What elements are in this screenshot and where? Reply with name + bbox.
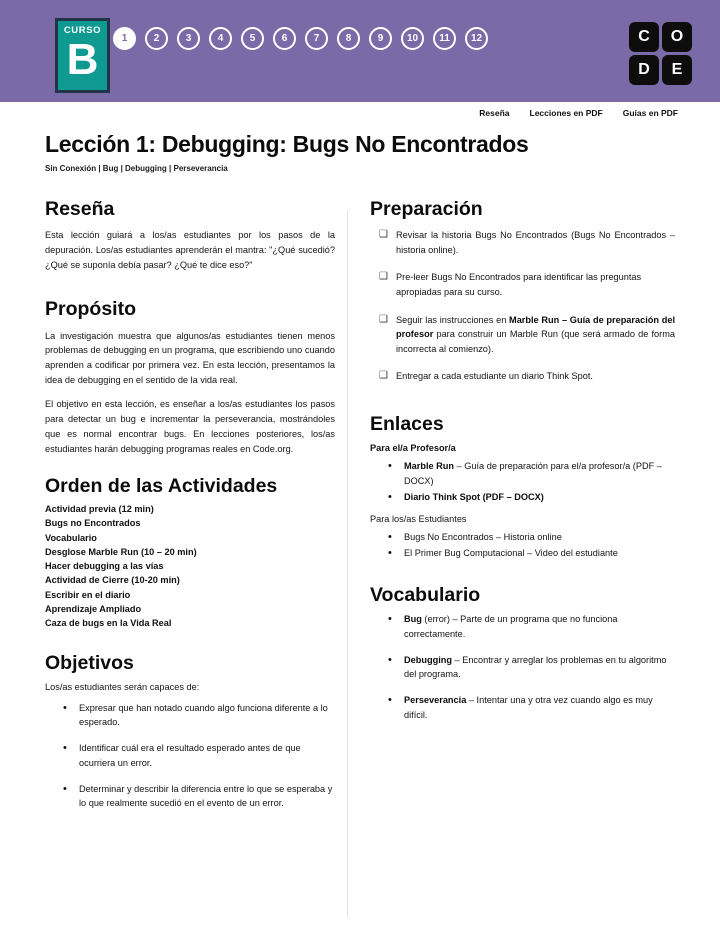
lesson-circle-8[interactable]: 8 [337,27,360,50]
section-proposito [45,298,335,457]
section-resena [45,198,335,273]
spacer [45,466,335,475]
enlace-title: Diario Think Spot (PDF – DOCX) [404,491,544,502]
lesson-circle-9[interactable]: 9 [369,27,392,50]
spacer [370,505,675,514]
logo-tile-c: C [629,22,659,52]
proposito-paragraph-1: La investigación muestra que algunos/as estudiantes tienen menos problemas de debugging en un programa, que escribiendo uno cuando aprenden a codificar por primera vez. En esta lección, presentamos la idea de debugging en el sentido de la vida real. [45,330,335,386]
enlace-title: Marble Run [404,461,455,472]
section-preparacion [370,198,675,384]
column-divider [347,210,348,917]
enlace-teacher-item[interactable] [404,459,675,488]
vocabulario-list [370,612,675,722]
enlaces-student-list[interactable] [370,530,675,560]
prep-text-bold: Marble Run – Guía de preparación del profesor [396,314,675,340]
lesson-circle-4[interactable]: 4 [209,27,232,50]
activity-item: Aprendizaje Ampliado [45,603,142,614]
vocab-definition: – Intentar una y otra vez cuando algo es muy difícil. [404,694,653,720]
objetivos-lead: Los/as estudiantes serán capaces de: [45,681,200,692]
lesson-circle-5[interactable]: 5 [241,27,264,50]
lesson-circle-7[interactable]: 7 [305,27,328,50]
vocab-definition: (error) – Parte de un programa que no funciona correctamente. [404,614,618,639]
lesson-circle-6[interactable]: 6 [273,27,296,50]
proposito-heading: Propósito [45,298,136,321]
activity-item: Desglose Marble Run (10 – 20 min) [45,546,197,557]
spacer [370,397,675,413]
preparacion-list [370,228,675,383]
objetivos-heading: Objetivos [45,652,134,675]
objetivo-item: • Identificar cuál era el resultado esperado antes de que ocurriera un error. [79,741,335,770]
activity-item: Escribir en el diario [45,589,131,600]
course-badge-letter: B [66,34,99,84]
preparacion-item: ❑ Pre-leer Bugs No Encontrados para identificar las preguntas apropiadas para su curso. [396,270,675,299]
vocabulario-item [404,693,675,722]
activity-item: Actividad previa (12 min) [45,504,154,515]
course-header-bar [0,0,720,102]
page-title: Lección 1: Debugging: Bugs No Encontrados [45,131,529,157]
preparacion-heading: Preparación [370,198,483,220]
preparacion-item [396,313,675,357]
prep-text-post: para construir un Marble Run (que será armado de forma incorrecta al comienzo). [396,329,675,354]
activity-item: Hacer debugging a las vías [45,561,164,572]
objetivo-item: • Determinar y describir la diferencia entre lo que se esperaba y lo que realmente sucedió en el evento de un error. [79,782,335,811]
enlace-rest: – Guía de preparación para el/a profesor/a (PDF – DOCX) [404,461,662,486]
activity-item: Actividad de Cierre (10-20 min) [45,575,180,586]
lesson-title-block [45,132,685,173]
lesson-circle-2[interactable]: 2 [145,27,168,50]
spacer [370,562,675,584]
lesson-circle-1[interactable]: 1 [113,27,136,50]
lesson-circle-12[interactable]: 12 [465,27,488,50]
activity-item: Bugs no Encontrados [45,518,141,529]
nav-link-resena[interactable]: Reseña [479,108,510,118]
objetivo-item: • Expresar que han notado cuando algo funciona diferente a lo esperado. [79,701,335,730]
nav-link-guias-pdf[interactable]: Guías en PDF [622,108,678,118]
course-badge [55,18,110,93]
prep-text-pre: Seguir las instrucciones en [396,314,510,325]
lesson-circle-3[interactable]: 3 [177,27,200,50]
section-objetivos [45,652,335,810]
document-nav-links[interactable] [479,108,678,118]
lesson-tags: Sin Conexión | Bug | Debugging | Perseverancia [45,164,228,174]
enlaces-teacher-list[interactable] [370,459,675,504]
enlace-student-item[interactable]: • Bugs No Encontrados – Historia online [404,530,675,545]
activity-item: Caza de bugs en la Vida Real [45,618,172,629]
vocab-term: Bug [404,614,422,625]
right-column [370,198,675,733]
vocab-term: Perseverancia [404,694,467,705]
codeorg-logo-icon[interactable] [629,22,692,85]
spacer [45,630,335,652]
section-vocabulario [370,584,675,723]
vocabulario-heading: Vocabulario [370,583,481,606]
content-columns [0,198,720,928]
orden-heading: Orden de las Actividades [45,474,278,497]
preparacion-item: ❑ Entregar a cada estudiante un diario Think Spot. [396,369,675,384]
proposito-paragraph-2: El objetivo en esta lección, es enseñar a los/as estudiantes los pasos para detectar un bug e incrementar la perseverancia, mostrándoles que es normal encontrar bugs. En lecciones posteriores, los/as estudiantes harán debugging programas reales en Code.org. [45,399,335,454]
nav-link-lecciones-pdf[interactable]: Lecciones en PDF [529,108,603,118]
vocabulario-item [404,612,675,641]
activity-order-list [45,502,335,630]
enlaces-student-label: Para los/as Estudiantes [370,514,467,525]
resena-paragraph: Esta lección guiará a los/as estudiantes por los pasos de la depuración. Los/as estudiantes aprenderán el mantra: "¿Qué sucedió? ¿Qué se suponía debía pasar? ¿Qué te dice eso?" [45,230,335,271]
vocabulario-item [404,653,675,682]
activity-item: Vocabulario [45,532,97,543]
left-column [45,198,335,822]
enlace-student-item[interactable]: • El Primer Bug Computacional – Video del estudiante [404,546,675,561]
lesson-number-nav[interactable] [113,27,488,50]
section-enlaces [370,413,675,561]
preparacion-item: ❑ Revisar la historia Bugs No Encontrados (Bugs No Encontrados – historia online). [396,228,675,257]
vocab-definition: – Encontrar y arreglar los problemas en tu algoritmo del programa. [404,654,667,680]
lesson-circle-11[interactable]: 11 [433,27,456,50]
enlaces-teacher-label: Para el/a Profesor/a [370,443,456,454]
spacer [45,282,335,298]
objetivos-list [45,701,335,811]
vocab-term: Debugging [404,654,452,665]
section-orden-actividades [45,475,335,631]
logo-tile-d: D [629,55,659,85]
resena-heading: Reseña [45,198,115,220]
logo-tile-e: E [662,55,692,85]
enlaces-heading: Enlaces [370,412,444,435]
course-badge-label: CURSO [63,25,102,36]
lesson-circle-10[interactable]: 10 [401,27,424,50]
logo-tile-o: O [662,22,692,52]
enlace-teacher-item[interactable] [404,490,675,505]
